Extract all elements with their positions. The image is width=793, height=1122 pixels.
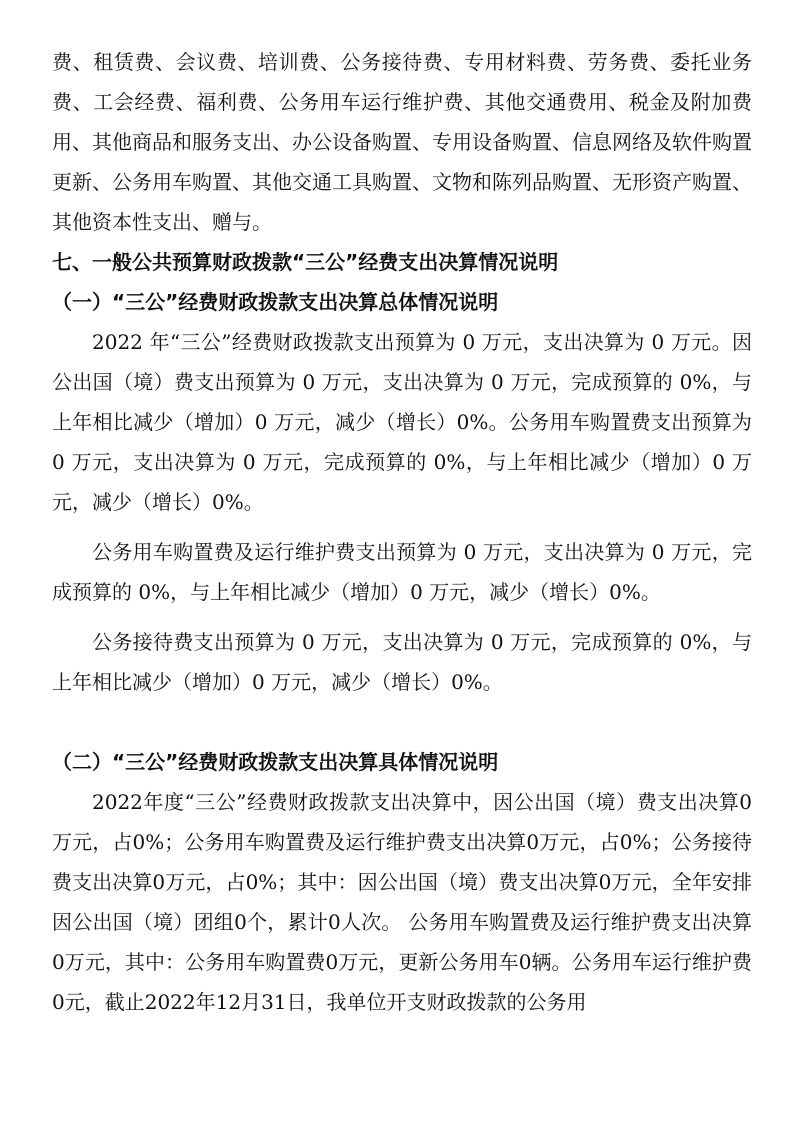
subsection2-heading: （二）“三公”经费财政拨款支出决算具体情况说明 bbox=[52, 750, 499, 774]
spacer bbox=[52, 522, 752, 532]
subsection1-paragraph-2: 公务用车购置费及运行维护费支出预算为 0 万元，支出决算为 0 万元，完成预算的 0%，与上年相比减少（增加）0 万元，减少（增长）0%。 bbox=[52, 540, 752, 604]
section6-continued-paragraph: 费、租赁费、会议费、培训费、公务接待费、专用材料费、劳务费、委托业务费、工会经费、福利费、公务用车运行维护费、其他交通费用、税金及附加费用、其他商品和服务支出、办公设备购置、专用设备购置、信息网络及软件购置更新、公务用车购置、其他交通工具购置、文物和陈列品购置、无形资产购置、其他资本性支出、赠与。 bbox=[52, 50, 752, 234]
subsection1-heading: （一）“三公”经费财政拨款支出决算总体情况说明 bbox=[52, 290, 499, 314]
section7-heading: 七、一般公共预算财政拨款“三公”经费支出决算情况说明 bbox=[52, 250, 559, 274]
spacer bbox=[52, 702, 752, 742]
subsection1-paragraph-3: 公务接待费支出预算为 0 万元，支出决算为 0 万元，完成预算的 0%，与上年相比减少（增加）0 万元，减少（增长）0%。 bbox=[52, 630, 752, 694]
document-page bbox=[52, 42, 752, 1022]
subsection1-paragraph-1: 2022 年“三公”经费财政拨款支出预算为 0 万元，支出决算为 0 万元。因公出国（境）费支出预算为 0 万元，支出决算为 0 万元，完成预算的 0%，与上年相比减少（增加）0 万元，减少（增长）0%。公务用车购置费支出预算为 0 万元，支出决算为 0 万元，完成预算的 0%，与上年相比减少（增加）0 万元，减少（增长）0%。 bbox=[52, 330, 752, 514]
subsection2-paragraph-1: 2022年度“三公”经费财政拨款支出决算中，因公出国（境）费支出决算0万元，占0%；公务用车购置费及运行维护费支出决算0万元，占0%；公务接待费支出决算0万元，占0%；其中：因公出国（境）费支出决算0万元，全年安排因公出国（境）团组0个，累计0人次。 公务用车购置费及运行维护费支出决算0万元，其中：公务用车购置费0万元，更新公务用车0辆。公务用车运行维护费0元，截止2022年12月31日，我单位开支财政拨款的公务用 bbox=[52, 790, 752, 1014]
spacer bbox=[52, 612, 752, 622]
